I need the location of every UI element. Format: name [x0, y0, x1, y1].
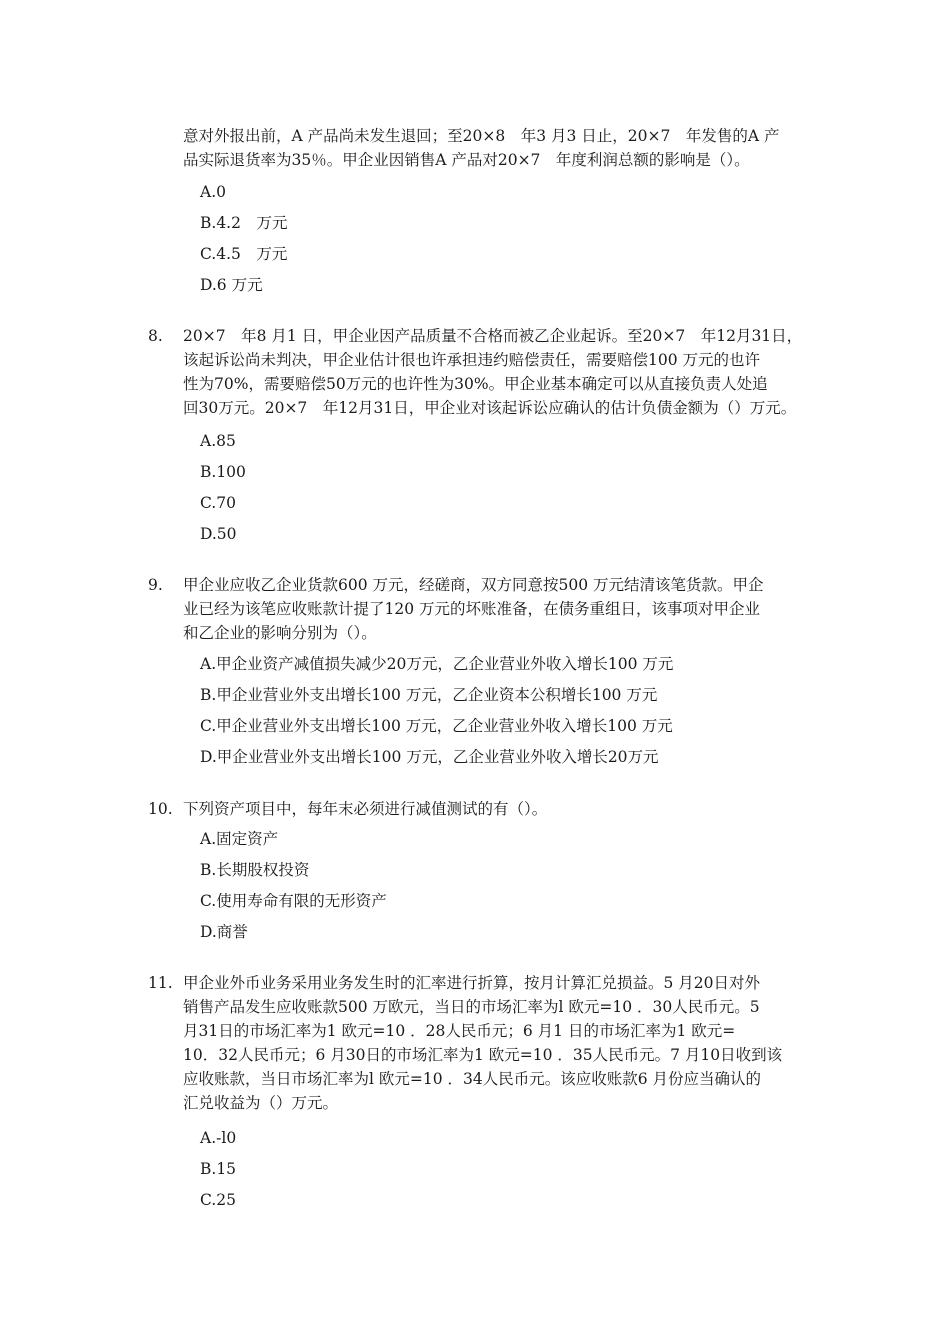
question-number: 10.	[148, 800, 173, 818]
option-b: B.甲企业营业外支出增长100 万元，乙企业资本公积增长100 万元	[200, 686, 658, 704]
option-a: A.-l0	[200, 1129, 237, 1147]
option-b: B.15	[200, 1160, 237, 1178]
question-stem	[183, 971, 823, 1115]
option-c: C.4.5 万元	[200, 245, 288, 263]
stem-line: 性为70%，需要赔偿50万元的也许性为30%。甲企业基本确定可以从直接负责人处追	[183, 375, 768, 393]
question-7-stem-continuation	[183, 124, 823, 172]
option-b: B.100	[200, 463, 246, 481]
question-9-options	[200, 649, 820, 773]
stem-line: 下列资产项目中，每年末必须进行减值测试的有（）。	[183, 800, 548, 818]
stem-line: 月31日的市场汇率为1 欧元=10 ．28人民币元；6 月1 日的市场汇率为1 欧元=	[183, 1022, 736, 1040]
stem-line: 品实际退货率为35％。甲企业因销售A 产品对20×7 年度利润总额的影响是（）。	[183, 151, 750, 169]
question-7-options	[200, 177, 820, 301]
stem-line: 销售产品发生应收账款500 万欧元，当日的市场汇率为l 欧元=10 ．30人民币元。5	[183, 998, 760, 1016]
question-number: 11.	[148, 974, 173, 992]
option-d: D.50	[200, 525, 237, 543]
option-d: D.甲企业营业外支出增长100 万元，乙企业营业外收入增长20万元	[200, 748, 659, 766]
question-stem	[183, 324, 823, 420]
question-11-options	[200, 1123, 820, 1216]
stem-line: 汇兑收益为（）万元。	[183, 1094, 339, 1112]
question-stem	[183, 797, 823, 821]
stem-line: 10．32人民币元；6 月30日的市场汇率为1 欧元=10 ．35人民币元。7 月10日收到该	[183, 1046, 783, 1064]
option-a: A.甲企业资产减值损失减少20万元，乙企业营业外收入增长100 万元	[200, 655, 674, 673]
option-c: C.25	[200, 1191, 236, 1209]
option-c: C.使用寿命有限的无形资产	[200, 892, 387, 910]
option-d: D.6 万元	[200, 276, 263, 294]
option-a: A.0	[200, 183, 226, 201]
question-10	[148, 797, 828, 821]
question-8	[148, 324, 828, 420]
stem-line: 应收账款，当日市场汇率为l 欧元=10 ．34人民币元。该应收账款6 月份应当确认的	[183, 1070, 762, 1088]
stem-line: 意对外报出前，A 产品尚未发生退回；至20×8 年3 月3 日止，20×7 年发售的A 产	[183, 127, 780, 145]
question-number: 8.	[148, 327, 163, 345]
stem-line: 甲企业应收乙企业货款600 万元，经磋商，双方同意按500 万元结清该笔货款。甲企	[183, 576, 764, 594]
question-8-options	[200, 426, 820, 550]
question-11	[148, 971, 828, 1115]
question-10-options	[200, 824, 820, 948]
stem-line: 回30万元。20×7 年12月31日，甲企业对该起诉讼应确认的估计负债金额为（）万元。	[183, 399, 797, 417]
stem-line: 该起诉讼尚未判决，甲企业估计很也许承担违约赔偿责任，需要赔偿100 万元的也许	[183, 351, 761, 369]
stem-line: 20×7 年8 月1 日，甲企业因产品质量不合格而被乙企业起诉。至20×7 年12月31日，	[183, 327, 803, 345]
option-c: C.70	[200, 494, 236, 512]
stem-line: 甲企业外币业务采用业务发生时的汇率进行折算，按月计算汇兑损益。5 月20日对外	[183, 974, 761, 992]
question-number: 9.	[148, 576, 163, 594]
option-b: B.长期股权投资	[200, 861, 310, 879]
option-a: A.85	[200, 432, 236, 450]
option-d: D.商誉	[200, 923, 248, 941]
question-9	[148, 573, 828, 645]
stem-line: 业已经为该笔应收账款计提了120 万元的坏账准备，在债务重组日，该事项对甲企业	[183, 600, 761, 618]
option-a: A.固定资产	[200, 830, 279, 848]
question-stem	[183, 573, 823, 645]
stem-line: 和乙企业的影响分别为（）。	[183, 624, 377, 642]
option-c: C.甲企业营业外支出增长100 万元，乙企业营业外收入增长100 万元	[200, 717, 673, 735]
option-b: B.4.2 万元	[200, 214, 288, 232]
